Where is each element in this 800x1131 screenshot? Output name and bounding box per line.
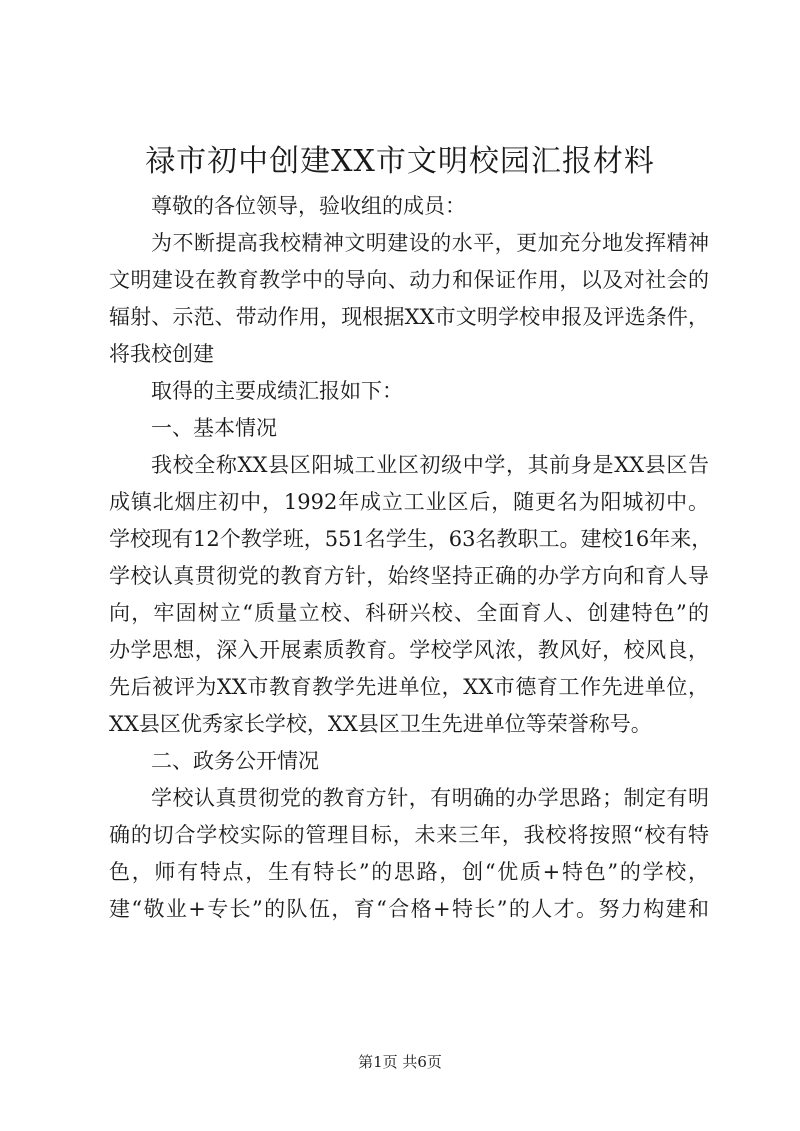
document-title: 禄市初中创建XX市文明校园汇报材料 bbox=[145, 144, 655, 179]
section1-line: XX县区优秀家长学校，XX县区卫生先进单位等荣誉称号。 bbox=[109, 712, 652, 736]
section-heading-publicity bbox=[109, 743, 709, 780]
section-heading-basic bbox=[109, 410, 709, 447]
transition-text: 取得的主要成绩汇报如下： bbox=[151, 379, 403, 403]
section2-line: 色，师有特点，生有特长”的思路，创“优质+特色”的学校， bbox=[109, 860, 709, 884]
section1-line: 我校全称XX县区阳城工业区初级中学，其前身是XX县区告 bbox=[151, 453, 709, 477]
section1-line: 办学思想，深入开展素质教育。学校学风浓，教风好，校风良， bbox=[109, 638, 709, 662]
page-number: 第1页 共6页 bbox=[358, 1053, 442, 1071]
greeting-paragraph bbox=[109, 188, 709, 225]
section1-line: 先后被评为XX市教育教学先进单位，XX市德育工作先进单位， bbox=[109, 675, 709, 699]
section-heading-text: 一、基本情况 bbox=[151, 416, 277, 440]
intro-line: 为不断提高我校精神文明建设的水平，更加充分地发挥精神 bbox=[151, 231, 709, 255]
intro-line: 将我校创建 bbox=[109, 342, 214, 366]
section1-paragraph bbox=[109, 447, 713, 743]
section2-line: 建“敬业+专长”的队伍，育“合格+特长”的人才。努力构建和 bbox=[109, 897, 709, 921]
intro-paragraph bbox=[109, 225, 709, 373]
greeting-text: 尊敬的各位领导，验收组的成员： bbox=[151, 194, 466, 218]
intro-line: 文明建设在教育教学中的导向、动力和保证作用，以及对社会的 bbox=[109, 268, 709, 292]
section2-line: 确的切合学校实际的管理目标，未来三年，我校将按照“校有特 bbox=[109, 823, 709, 847]
section1-line: 学校认真贯彻党的教育方针，始终坚持正确的办学方向和育人导 bbox=[109, 564, 709, 588]
intro-line: 辐射、示范、带动作用，现根据XX市文明学校申报及评选条件， bbox=[109, 305, 709, 329]
section2-line: 学校认真贯彻党的教育方针，有明确的办学思路；制定有明 bbox=[151, 786, 709, 810]
section2-paragraph bbox=[109, 780, 709, 928]
page-footer bbox=[0, 1050, 800, 1074]
section1-line: 成镇北烟庄初中，1992年成立工业区后，随更名为阳城初中。 bbox=[109, 490, 709, 514]
transition-paragraph bbox=[109, 373, 709, 410]
document-body bbox=[109, 188, 713, 928]
section1-line: 向，牢固树立“质量立校、科研兴校、全面育人、创建特色”的 bbox=[109, 601, 709, 625]
section1-line: 学校现有12个教学班，551名学生，63名教职工。建校16年来， bbox=[109, 527, 713, 551]
section-heading-text: 二、政务公开情况 bbox=[151, 749, 319, 773]
